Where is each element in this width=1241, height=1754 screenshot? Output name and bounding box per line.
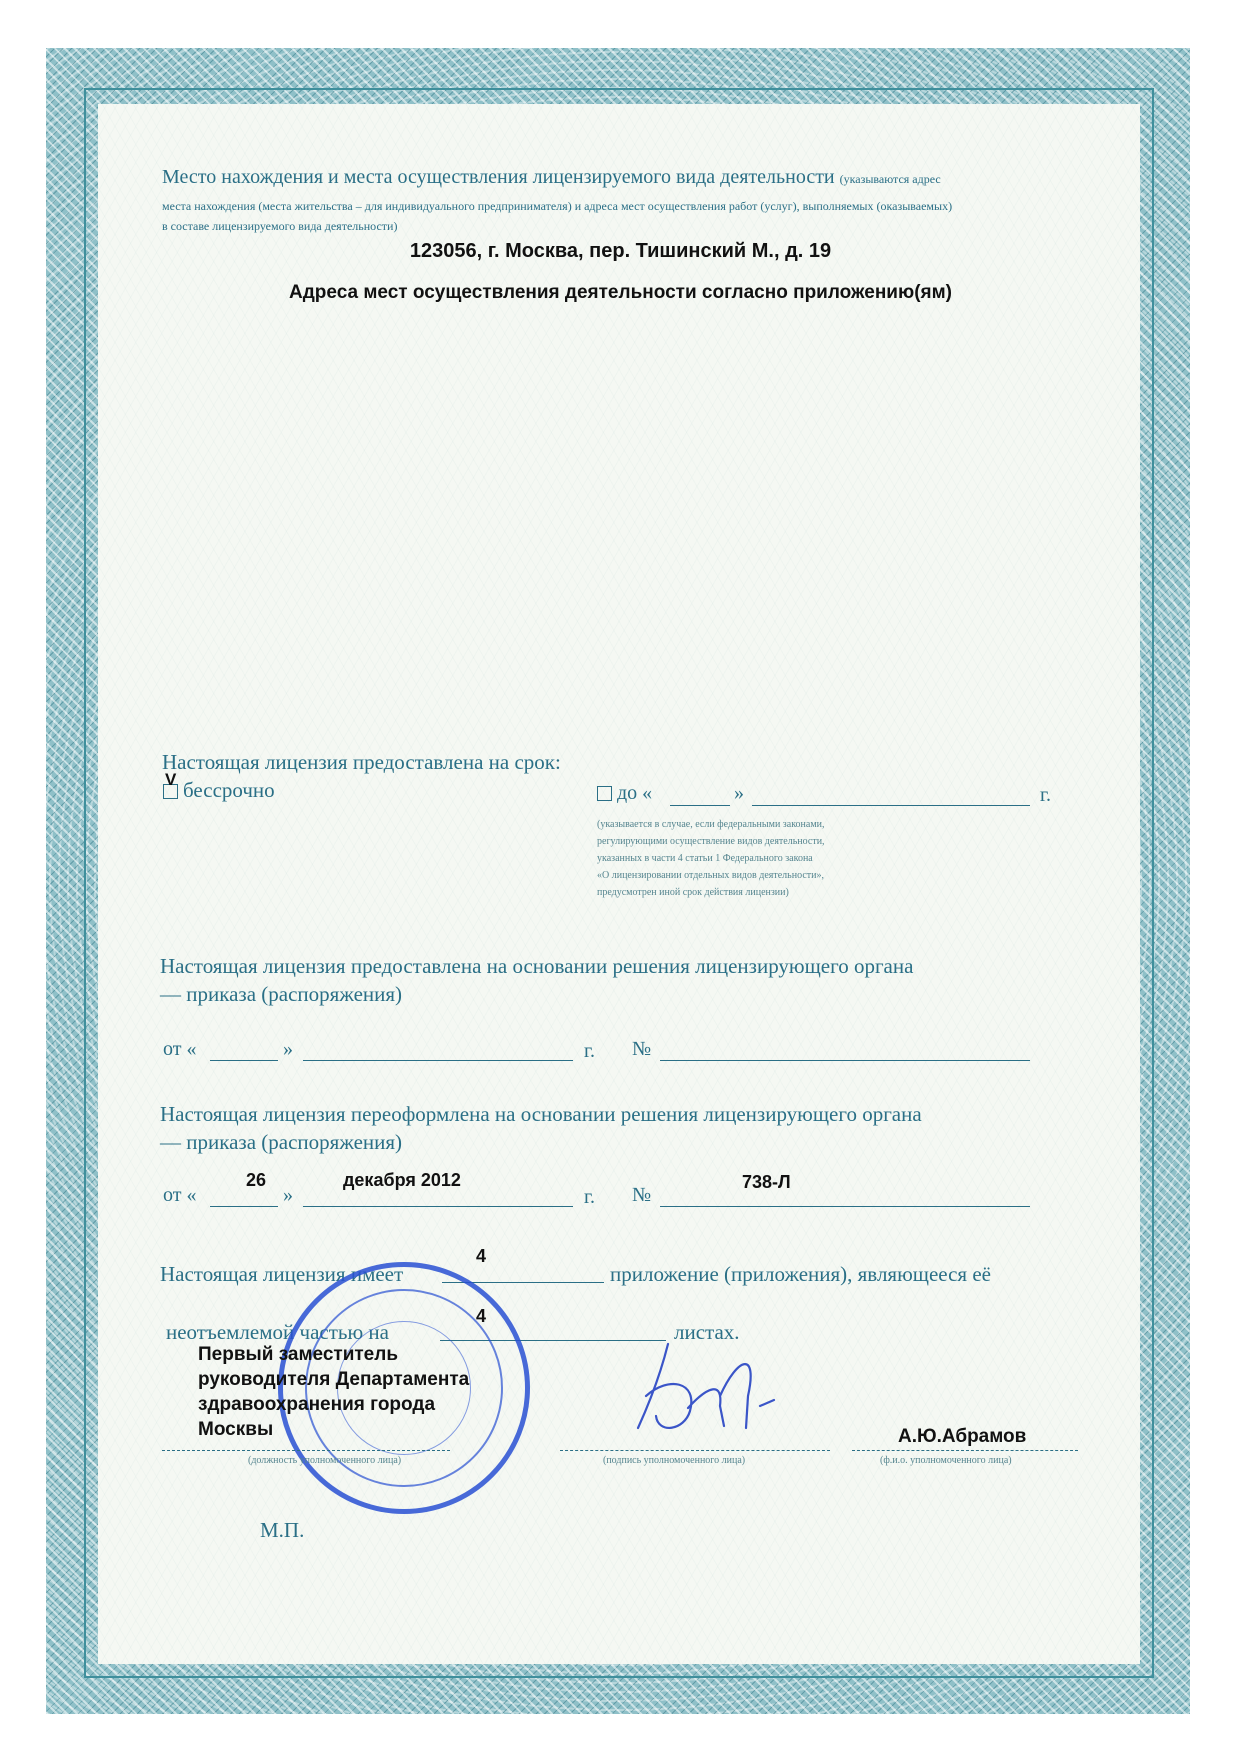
- granted-day-field: [210, 1060, 278, 1061]
- reissued-line-2: — приказа (распоряжения): [160, 1130, 403, 1154]
- signatory-position: [198, 1342, 469, 1442]
- granted-number-field: [660, 1060, 1030, 1061]
- check-mark: V: [165, 770, 177, 789]
- appendix-line-2-end: листах.: [674, 1320, 740, 1344]
- until-year-suffix: г.: [1040, 784, 1051, 806]
- appendix-sheets: 4: [476, 1306, 487, 1326]
- reissued-day: 26: [246, 1170, 267, 1190]
- appendix-count: 4: [476, 1246, 487, 1266]
- term-note-line: регулирующими осуществление видов деятельности,: [597, 836, 825, 847]
- until-close-quote: »: [734, 782, 744, 804]
- location-note-1: (указываются адрес: [839, 172, 941, 186]
- location-note-3: в составе лицензируемого вида деятельности): [162, 219, 398, 233]
- until-checkbox[interactable]: [597, 786, 612, 801]
- reissued-year-suffix: г.: [584, 1186, 595, 1208]
- until-label: до «: [617, 782, 653, 804]
- signature-caption: (подпись уполномоченного лица): [603, 1455, 746, 1466]
- position-line: [162, 1450, 450, 1451]
- name-caption: (ф.и.о. уполномоченного лица): [880, 1455, 1012, 1466]
- indefinite-label: бессрочно: [183, 778, 275, 802]
- signatory-position-line: руководителя Департамента: [198, 1369, 470, 1390]
- signatory-position-line: здравоохранения города: [198, 1394, 436, 1415]
- until-day-field: [670, 805, 730, 806]
- granted-line-2: — приказа (распоряжения): [160, 982, 403, 1006]
- addresses-appendix-note: Адреса мест осуществления деятельности согласно приложению(ям): [289, 282, 952, 303]
- location-heading: [162, 166, 941, 189]
- term-note-line: предусмотрен иной срок действия лицензии): [597, 887, 789, 898]
- reissued-number-label: №: [632, 1184, 652, 1206]
- granted-from-label: от «: [163, 1038, 197, 1060]
- reissued-number: 738-Л: [742, 1172, 791, 1192]
- term-note-line: «О лицензировании отдельных видов деятельности»,: [597, 870, 824, 881]
- signatory-name: А.Ю.Абрамов: [898, 1426, 1027, 1447]
- term-note-line: (указывается в случае, если федеральными законами,: [597, 819, 825, 830]
- location-note-2: места нахождения (места жительства – для индивидуального предпринимателя) и адреса мест осуществления работ (услуг), выполняемых (оказываемых): [162, 199, 953, 213]
- term-until-option: [597, 782, 652, 805]
- seal-placeholder-label: М.П.: [260, 1518, 305, 1542]
- term-indefinite-option: [163, 778, 275, 803]
- granted-line-1: Настоящая лицензия предоставлена на основании решения лицензирующего органа: [160, 954, 914, 978]
- location-heading-text: Место нахождения и места осуществления лицензируемого вида деятельности: [162, 166, 835, 188]
- term-heading: Настоящая лицензия предоставлена на срок:: [162, 750, 561, 774]
- position-caption: (должность уполномоченного лица): [248, 1455, 402, 1466]
- reissued-day-field: [210, 1206, 278, 1207]
- reissued-line-1: Настоящая лицензия переоформлена на основании решения лицензирующего органа: [160, 1102, 922, 1126]
- reissued-from-label: от «: [163, 1184, 197, 1206]
- granted-close-quote: »: [283, 1038, 293, 1060]
- reissued-number-field: [660, 1206, 1030, 1207]
- appendix-line-1-end: приложение (приложения), являющееся её: [610, 1262, 991, 1286]
- reissued-date-field: [303, 1206, 573, 1207]
- until-date-field: [752, 805, 1030, 806]
- granted-year-suffix: г.: [584, 1040, 595, 1062]
- granted-number-label: №: [632, 1038, 652, 1060]
- appendix-line-2-start: неотъемлемой частью на: [166, 1320, 389, 1344]
- appendix-line-1-start: Настоящая лицензия имеет: [160, 1262, 404, 1286]
- signatory-position-line: Первый заместитель: [198, 1344, 399, 1365]
- term-note: [597, 816, 825, 901]
- reissued-month-year: декабря 2012: [343, 1170, 461, 1190]
- signatory-position-line: Москвы: [198, 1419, 274, 1440]
- registered-address: 123056, г. Москва, пер. Тишинский М., д. 19: [409, 240, 832, 262]
- reissued-close-quote: »: [283, 1184, 293, 1206]
- signature-ink: [628, 1336, 780, 1446]
- term-note-line: указанных в части 4 статьи 1 Федерального закона: [597, 853, 813, 864]
- signature-line: [560, 1450, 830, 1451]
- name-line: [852, 1450, 1078, 1451]
- granted-date-field: [303, 1060, 573, 1061]
